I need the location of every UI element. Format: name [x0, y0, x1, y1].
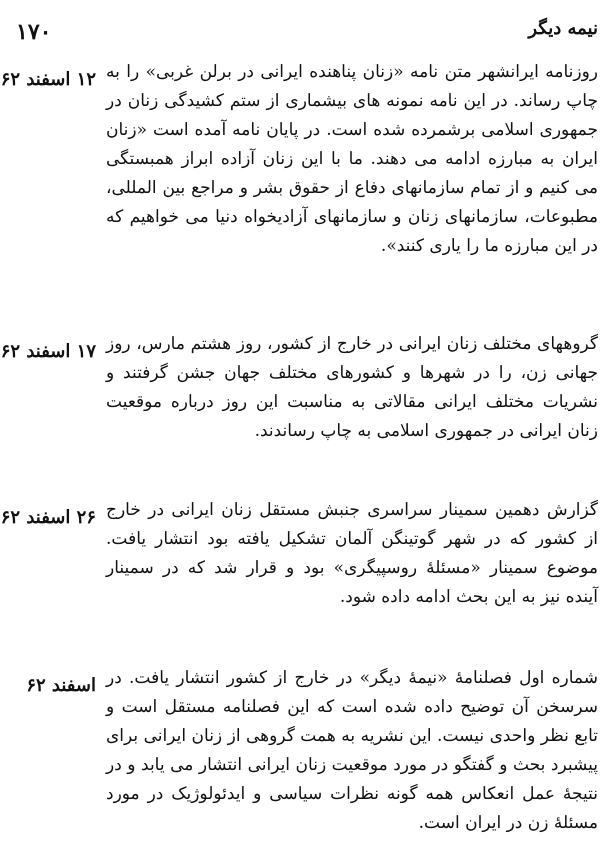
running-title: نیمه دیگر [528, 18, 598, 39]
entry-text: گزارش دهمین سمینار سراسری جنبش مستقل زنان ایرانی در خارج از کشور که در شهر گوتینگن آلمان تشکیل یافته بود انتشار یافت. موضوع سمینار «مسئلهٔ روسپیگری» بود و قرار شد که در سمینار آینده نیز به این بحث ادامه داده شود. [106, 500, 598, 607]
entry-date: ۱۲ اسفند ۶۲ [0, 69, 96, 90]
page-header [0, 10, 612, 44]
entry-text: روزنامه ایرانشهر متن نامه «زنان پناهنده ایرانی در برلن غربی» را به چاپ رساند. در این نامه نمونه های بیشماری از ستم کشیدگی زنان در جمهوری اسلامی برشمرده شده است. در پایان نامه آمده است «زنان ایران به مبارزه ادامه می دهند. ما با این زنان آزاده ابراز همبستگی می کنیم و از تمام سازمانهای دفاع از حقوق بشر و مراجع بین المللی، مطبوعات، سازمانهای زنان و سازمانهای آزادیخواه دنیا می خواهیم که در این مبارزه ما را یاری کنند». [106, 62, 598, 256]
entry-text: گروههای مختلف زنان ایرانی در خارج از کشور، روز هشتم مارس، روز جهانی زن، را در شهرها و کشورهای مختلف جهان جشن گرفتند و نشریات مختلف ایرانی مقالاتی به مناسبت این روز درباره موقعیت زنان ایرانی در جمهوری اسلامی به چاپ رساندند. [106, 334, 598, 441]
entry-date: ۱۷ اسفند ۶۲ [0, 341, 96, 362]
entry-date: ۲۶ اسفند ۶۲ [0, 507, 96, 528]
page-number: ۱۷۰ [16, 19, 52, 45]
entry-date: اسفند ۶۲ [26, 675, 96, 696]
entry-text: شماره اول فصلنامهٔ «نیمهٔ دیگر» در خارج از کشور انتشار یافت. در سرسخن آن توضیح داده شده است که این فصلنامه مستقل است و تابع نظر واحدی نیست. این نشریه به همت گروهی از زنان ایرانی برای پیشبرد بحث و گفتگو در مورد موقعیت زنان ایرانی انتشار می یابد و در نتیجهٔ عمل انعکاس همه گونه نظرات سیاسی و ایدئولوژیک در مورد مسئلهٔ زن در ایران است. [106, 668, 598, 833]
